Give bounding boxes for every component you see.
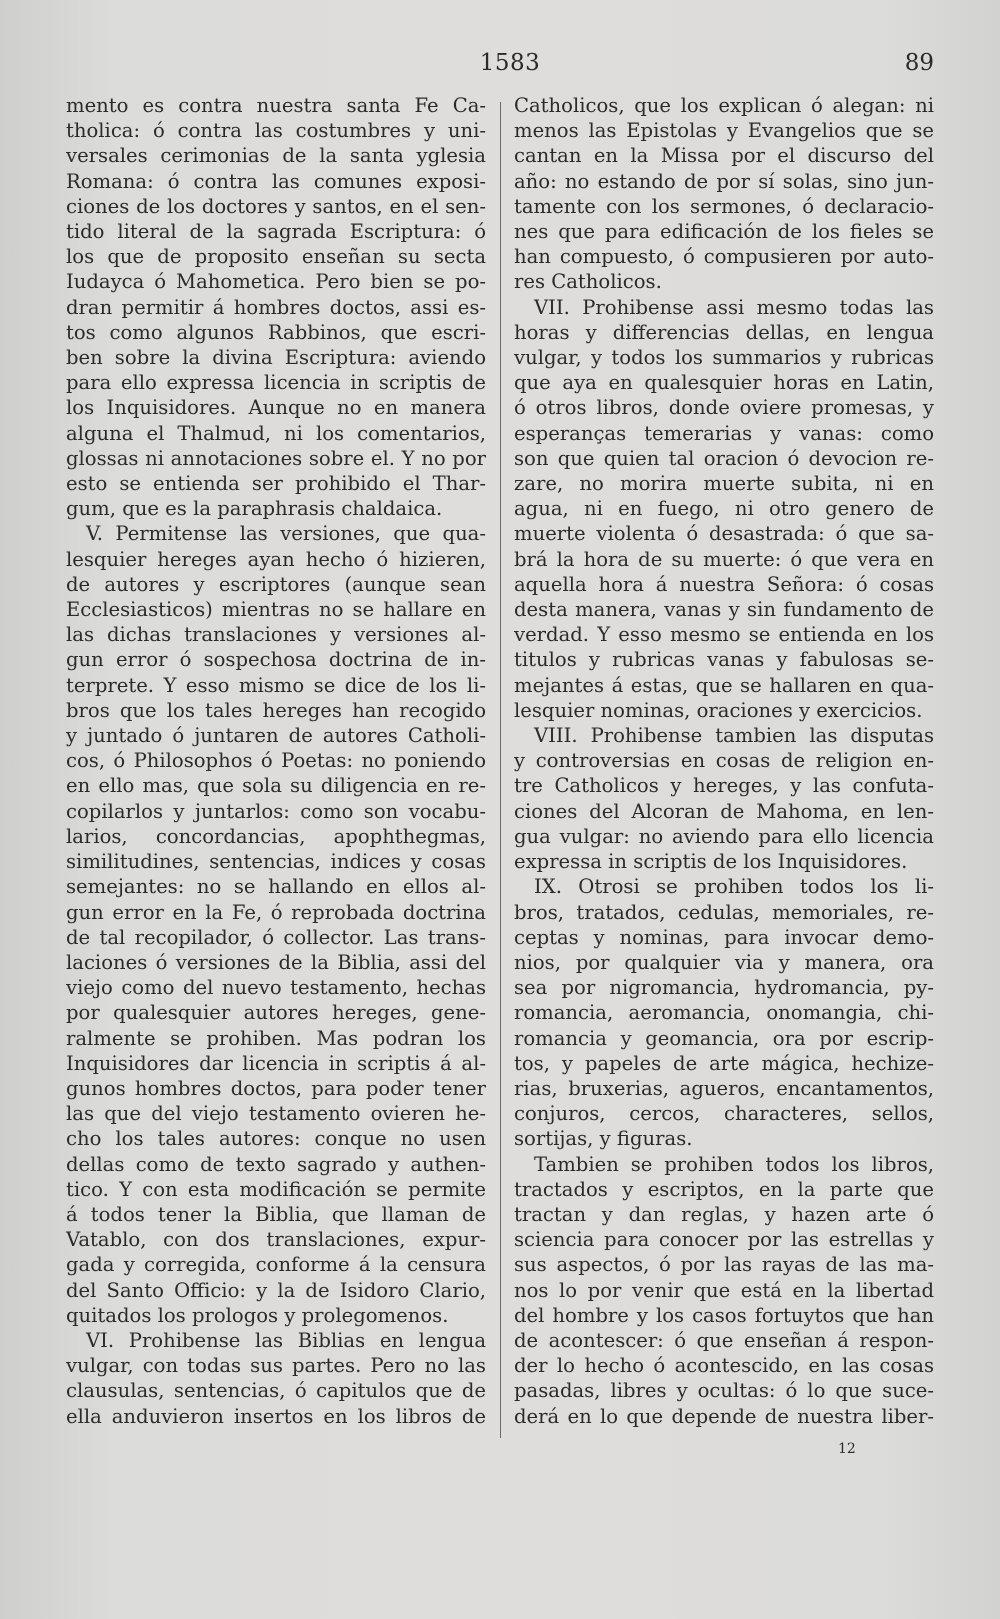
text-line: laciones ó versiones de la Biblia, assi del xyxy=(66,950,486,974)
text-line: copilarlos y juntarlos: como son vocabu- xyxy=(66,799,486,823)
text-line: ciones del Alcoran de Mahoma, en len- xyxy=(514,799,934,823)
text-line: titulos y rubricas vanas y fabulosas se- xyxy=(514,648,934,672)
text-line: gun error ó sospechosa doctrina de in- xyxy=(66,648,486,672)
text-line: tico. Y con esta modificación se permite xyxy=(66,1177,486,1201)
text-line: verdad. Y esso mesmo se entienda en los xyxy=(514,623,934,647)
text-line: muerte violenta ó desastrada: ó que sa- xyxy=(514,522,934,546)
text-line: larios, concordancias, apophthegmas, xyxy=(66,824,486,848)
text-line: terprete. Y esso mismo se dice de los li- xyxy=(66,673,486,697)
text-line: tholica: ó contra las costumbres y uni- xyxy=(66,119,486,143)
column-divider xyxy=(500,102,501,1438)
text-line: desta manera, vanas y sin fundamento de xyxy=(514,598,934,622)
text-line: zare, no morira muerte subita, ni en xyxy=(514,472,934,496)
text-line: vulgar, con todas sus partes. Pero no las xyxy=(66,1354,486,1378)
text-line: alguna el Thalmud, ni los comentarios, xyxy=(66,421,486,445)
text-line: V. Permitense las versiones, que qua- xyxy=(86,522,486,546)
text-line: romancia, aeromancia, onomangia, chi- xyxy=(514,1001,934,1025)
text-line: gua vulgar: no aviendo para ello licencia xyxy=(514,824,934,848)
text-line: agua, ni en fuego, ni otro genero de xyxy=(514,497,934,521)
right-text-column xyxy=(514,93,934,1429)
text-line: y controversias en cosas de religion en- xyxy=(514,749,934,773)
text-line: cos, ó Philosophos ó Poetas: no poniendo xyxy=(66,749,486,773)
text-line: ciones de los doctores y santos, en el sen- xyxy=(66,194,486,218)
text-line: nios, por qualquier via y manera, ora xyxy=(514,950,934,974)
text-line: nos lo por venir que está en la libertad xyxy=(514,1278,934,1302)
text-line: gun error en la Fe, ó reprobada doctrina xyxy=(66,900,486,924)
text-line: Romana: ó contra las comunes exposi- xyxy=(66,169,486,193)
text-line: Iudayca ó Mahometica. Pero bien se po- xyxy=(66,270,486,294)
text-line: sus aspectos, ó por las rayas de las ma- xyxy=(514,1253,934,1277)
text-line: viejo como del nuevo testamento, hechas xyxy=(66,976,486,1000)
text-line: ben sobre la divina Escriptura: aviendo xyxy=(66,346,486,370)
text-line: sciencia para conocer por las estrellas y xyxy=(514,1228,934,1252)
text-line: mejantes á estas, que se hallaren en qua- xyxy=(514,673,934,697)
text-line: menos las Epistolas y Evangelios que se xyxy=(514,119,934,143)
text-line: Ecclesiasticos) mientras no se hallare en xyxy=(66,598,486,622)
text-line: VI. Prohibense las Biblias en lengua xyxy=(86,1328,486,1352)
text-line: tractan y dan reglas, y hazen arte ó xyxy=(514,1202,934,1226)
text-line: bros que los tales hereges han recogido xyxy=(66,698,486,722)
text-line: versales cerimonias de la santa yglesia xyxy=(66,144,486,168)
text-line: der lo hecho ó acontescido, en las cosas xyxy=(514,1354,934,1378)
text-line: ralmente se prohiben. Mas podran los xyxy=(66,1026,486,1050)
text-line: dellas como de texto sagrado y authen- xyxy=(66,1152,486,1176)
text-line: conjuros, cercos, characteres, sellos, xyxy=(514,1102,934,1126)
text-line: glossas ni annotaciones sobre el. Y no por xyxy=(66,446,486,470)
text-line: á todos tener la Biblia, que llaman de xyxy=(66,1202,486,1226)
text-line: cantan en la Missa por el discurso del xyxy=(514,144,934,168)
text-line: bros, tratados, cedulas, memoriales, re- xyxy=(514,900,934,924)
left-text-column xyxy=(66,93,486,1429)
text-line: sortijas, y figuras. xyxy=(514,1127,693,1151)
text-line: cho los tales autores: conque no usen xyxy=(66,1127,486,1151)
text-line: los Inquisidores. Aunque no en manera xyxy=(66,396,486,420)
running-head-year: 1583 xyxy=(479,50,541,76)
text-line: Vatablo, con dos translaciones, expur- xyxy=(66,1228,486,1252)
text-line: dran permitir á hombres doctos, assi es- xyxy=(66,295,486,319)
text-line: del hombre y los casos fortuytos que han xyxy=(514,1303,934,1327)
text-line: de autores y escriptores (aunque sean xyxy=(66,572,486,596)
page-number: 89 xyxy=(904,50,934,76)
text-line: tido literal de la sagrada Escriptura: ó xyxy=(66,220,486,244)
text-line: mento es contra nuestra santa Fe Ca- xyxy=(66,94,486,117)
text-line: lesquier nominas, oraciones y exercicios. xyxy=(514,698,923,722)
text-line: rias, bruxerias, agueros, encantamentos, xyxy=(514,1076,934,1100)
text-line: horas y differencias dellas, en lengua xyxy=(514,320,934,344)
text-line: los que de proposito enseñan su secta xyxy=(66,245,486,269)
text-line: gada y corregida, conforme á la censura xyxy=(66,1253,486,1277)
text-line: expressa in scriptis de los Inquisidores. xyxy=(514,850,908,874)
text-line: del Santo Officio: y la de Isidoro Clario, xyxy=(66,1278,486,1302)
text-line: derá en lo que depende de nuestra liber- xyxy=(514,1404,934,1428)
text-line: las dichas translaciones y versiones al- xyxy=(66,623,486,647)
text-line: semejantes: no se hallando en ellos al- xyxy=(66,875,486,899)
text-line: para ello expressa licencia in scriptis de xyxy=(66,371,486,395)
text-line: Catholicos, que los explican ó alegan: ni xyxy=(514,94,934,117)
text-line: gum, que es la paraphrasis chaldaica. xyxy=(66,497,443,521)
text-line: VIII. Prohibense tambien las disputas xyxy=(534,724,934,748)
text-line: tre Catholicos y hereges, y las confuta- xyxy=(514,774,934,798)
text-line: esto se entienda ser prohibido el Thar- xyxy=(66,472,486,496)
text-line: ella anduvieron insertos en los libros de xyxy=(66,1404,486,1428)
text-line: romancia y geomancia, ora por escrip- xyxy=(514,1026,934,1050)
text-line: quitados los prologos y prolegomenos. xyxy=(66,1303,449,1327)
signature-mark: 12 xyxy=(838,1441,856,1457)
text-line: brá la hora de su muerte: ó que vera en xyxy=(514,547,934,571)
text-line: tos, y papeles de arte mágica, hechize- xyxy=(514,1051,934,1075)
text-line: nes que para edificación de los fieles se xyxy=(514,220,934,244)
text-line: ó otros libros, donde oviere promesas, y xyxy=(514,396,934,420)
text-line: y juntado ó juntaren de autores Catholi- xyxy=(66,724,486,748)
text-line: tamente con los sermones, ó declaracio- xyxy=(514,194,934,218)
text-line: año: no estando de por sí solas, sino jun- xyxy=(514,169,934,193)
text-line: de acontescer: ó que enseñan á respon- xyxy=(514,1328,934,1352)
text-line: por qualesquier autores hereges, gene- xyxy=(66,1001,486,1025)
text-line: sea por nigromancia, hydromancia, py- xyxy=(514,976,934,1000)
text-line: aquella hora á nuestra Señora: ó cosas xyxy=(514,572,934,596)
text-line: Inquisidores dar licencia in scriptis á al- xyxy=(66,1051,486,1075)
text-line: han compuesto, ó compusieren por auto- xyxy=(514,245,934,269)
text-line: lesquier hereges ayan hecho ó hizieren, xyxy=(66,547,486,571)
text-line: VII. Prohibense assi mesmo todas las xyxy=(534,295,934,319)
text-line: clausulas, sentencias, ó capitulos que de xyxy=(66,1379,486,1403)
text-line: que aya en qualesquier horas en Latin, xyxy=(514,371,934,395)
text-line: vulgar, y todos los summarios y rubricas xyxy=(514,346,934,370)
text-line: gunos hombres doctos, para poder tener xyxy=(66,1076,486,1100)
text-line: tos como algunos Rabbinos, que escri- xyxy=(66,320,486,344)
text-line: pasadas, libres y ocultas: ó lo que suce- xyxy=(514,1379,934,1403)
text-line: res Catholicos. xyxy=(514,270,662,294)
text-line: similitudines, sentencias, indices y cosas xyxy=(66,850,486,874)
text-line: esperanças temerarias y vanas: como xyxy=(514,421,934,445)
text-line: Tambien se prohiben todos los libros, xyxy=(534,1152,934,1176)
text-line: IX. Otrosi se prohiben todos los li- xyxy=(534,875,934,899)
text-line: tractados y escriptos, en la parte que xyxy=(514,1177,934,1201)
text-line: son que quien tal oracion ó devocion re- xyxy=(514,446,934,470)
text-line: ceptas y nominas, para invocar demo- xyxy=(514,925,934,949)
text-line: de tal recopilador, ó collector. Las trans- xyxy=(66,925,486,949)
text-line: las que del viejo testamento ovieren he- xyxy=(66,1102,486,1126)
text-line: en ello mas, que sola su diligencia en re- xyxy=(66,774,486,798)
